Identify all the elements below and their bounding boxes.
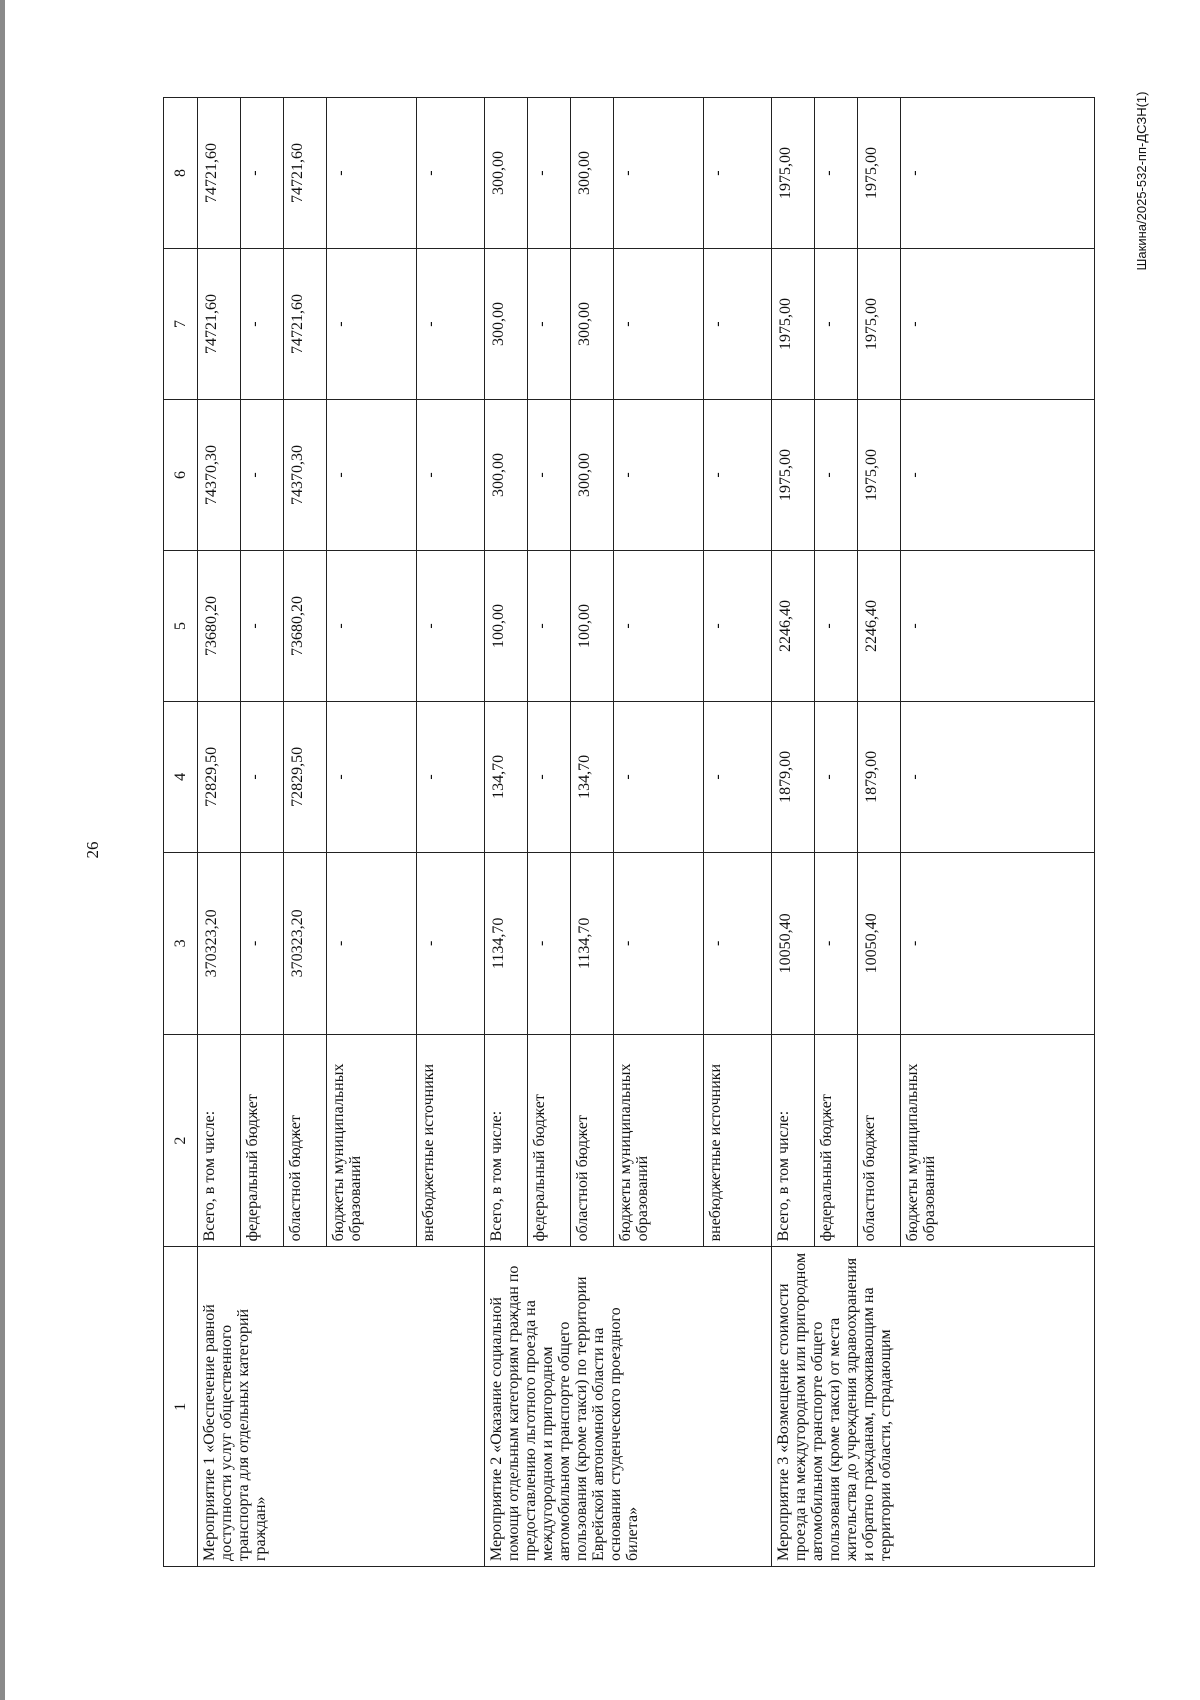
table-row [772,98,815,1567]
value-cell: 74721,60 [198,249,241,400]
value-cell: 74721,60 [284,249,327,400]
value-cell: 2246,40 [858,550,901,701]
value-cell: - [815,852,858,1034]
header-cell: 2 [164,1034,198,1247]
value-cell: 73680,20 [198,550,241,701]
value-cell: - [327,701,417,852]
value-cell: - [417,98,485,249]
header-cell: 7 [164,249,198,400]
header-cell: 5 [164,550,198,701]
value-cell: - [417,701,485,852]
value-cell: - [901,550,1095,701]
header-cell: 8 [164,98,198,249]
value-cell: 74721,60 [284,98,327,249]
source-cell: Всего, в том числе: [485,1034,528,1247]
value-cell: - [815,550,858,701]
table-row [198,98,241,1567]
source-cell: федеральный бюджет [241,1034,284,1247]
value-cell: 300,00 [485,98,528,249]
value-cell: - [241,852,284,1034]
value-cell: - [327,400,417,551]
value-cell: - [327,550,417,701]
value-cell: 1134,70 [485,852,528,1034]
measure-name-cell: Мероприятие 2 «Оказание социальной помощи отдельным категориям граждан по предоставлению льготного проезда на междугородном и пригородном автомобильном транспорте общего пользования (кроме такси) по территории Еврейской автономной области на основании студенческого проездного билета» [485,1247,772,1567]
value-cell: - [614,249,704,400]
funding-table [163,97,1095,1567]
value-cell: 1879,00 [772,701,815,852]
value-cell: - [528,701,571,852]
source-cell: бюджеты муниципальных образований [901,1034,1095,1247]
value-cell: 370323,20 [198,852,241,1034]
value-cell: 10050,40 [858,852,901,1034]
value-cell: - [901,98,1095,249]
value-cell: 370323,20 [284,852,327,1034]
source-cell: бюджеты муниципальных образований [327,1034,417,1247]
value-cell: - [528,98,571,249]
value-cell: - [241,550,284,701]
value-cell: 1975,00 [858,98,901,249]
document-code: Шакина/2025-532-пп-ДСЗН(1) [1133,91,1149,271]
page-number: 26 [83,841,102,859]
value-cell: - [815,98,858,249]
value-cell: - [528,852,571,1034]
value-cell: - [528,249,571,400]
source-cell: федеральный бюджет [528,1034,571,1247]
value-cell: - [614,852,704,1034]
value-cell: 1975,00 [772,98,815,249]
value-cell: - [528,550,571,701]
value-cell: - [327,852,417,1034]
header-cell: 1 [164,1247,198,1567]
value-cell: - [901,249,1095,400]
value-cell: 300,00 [571,249,614,400]
table-row [485,98,528,1567]
value-cell: 100,00 [571,550,614,701]
value-cell: - [704,98,772,249]
source-cell: внебюджетные источники [417,1034,485,1247]
value-cell: 134,70 [485,701,528,852]
header-row [164,98,198,1567]
value-cell: - [417,249,485,400]
value-cell: - [528,400,571,551]
value-cell: - [327,98,417,249]
value-cell: 73680,20 [284,550,327,701]
value-cell: - [704,852,772,1034]
value-cell: 300,00 [571,98,614,249]
source-cell: бюджеты муниципальных образований [614,1034,704,1247]
value-cell: - [614,550,704,701]
measure-name-cell: Мероприятие 1 «Обеспечение равной доступности услуг общественного транспорта для отдельных категорий граждан» [198,1247,485,1567]
value-cell: 1975,00 [772,400,815,551]
value-cell: 74370,30 [198,400,241,551]
value-cell: 300,00 [485,400,528,551]
value-cell: - [241,249,284,400]
value-cell: - [614,701,704,852]
value-cell: 1975,00 [858,249,901,400]
value-cell: - [704,400,772,551]
value-cell: - [704,249,772,400]
header-cell: 6 [164,400,198,551]
value-cell: - [815,400,858,551]
value-cell: - [241,400,284,551]
header-cell: 4 [164,701,198,852]
value-cell: - [901,400,1095,551]
value-cell: - [901,852,1095,1034]
value-cell: - [241,701,284,852]
source-cell: Всего, в том числе: [772,1034,815,1247]
value-cell: 72829,50 [284,701,327,852]
value-cell: - [417,400,485,551]
measure-name-cell: Мероприятие 3 «Возмещение стоимости проезда на междугородном или пригородном автомобильном транспорте общего пользования (кроме такси) от места жительства до учреждения здравоохранения и обратно гражданам, проживающим на территории области, страдающим [772,1247,1095,1567]
value-cell: 100,00 [485,550,528,701]
value-cell: 134,70 [571,701,614,852]
value-cell: - [614,400,704,551]
value-cell: 74370,30 [284,400,327,551]
scan-edge [0,0,5,1700]
value-cell: - [241,98,284,249]
value-cell: 1975,00 [858,400,901,551]
value-cell: 300,00 [571,400,614,551]
source-cell: Всего, в том числе: [198,1034,241,1247]
source-cell: областной бюджет [858,1034,901,1247]
value-cell: 72829,50 [198,701,241,852]
value-cell: 1975,00 [772,249,815,400]
value-cell: - [815,701,858,852]
source-cell: областной бюджет [571,1034,614,1247]
value-cell: 1134,70 [571,852,614,1034]
value-cell: - [417,852,485,1034]
value-cell: - [704,701,772,852]
value-cell: - [614,98,704,249]
value-cell: 10050,40 [772,852,815,1034]
source-cell: областной бюджет [284,1034,327,1247]
value-cell: - [901,701,1095,852]
value-cell: 74721,60 [198,98,241,249]
header-cell: 3 [164,852,198,1034]
value-cell: 1879,00 [858,701,901,852]
rotated-table-container [163,97,1095,1567]
source-cell: внебюджетные источники [704,1034,772,1247]
value-cell: - [327,249,417,400]
value-cell: - [704,550,772,701]
value-cell: 300,00 [485,249,528,400]
value-cell: 2246,40 [772,550,815,701]
source-cell: федеральный бюджет [815,1034,858,1247]
value-cell: - [815,249,858,400]
value-cell: - [417,550,485,701]
